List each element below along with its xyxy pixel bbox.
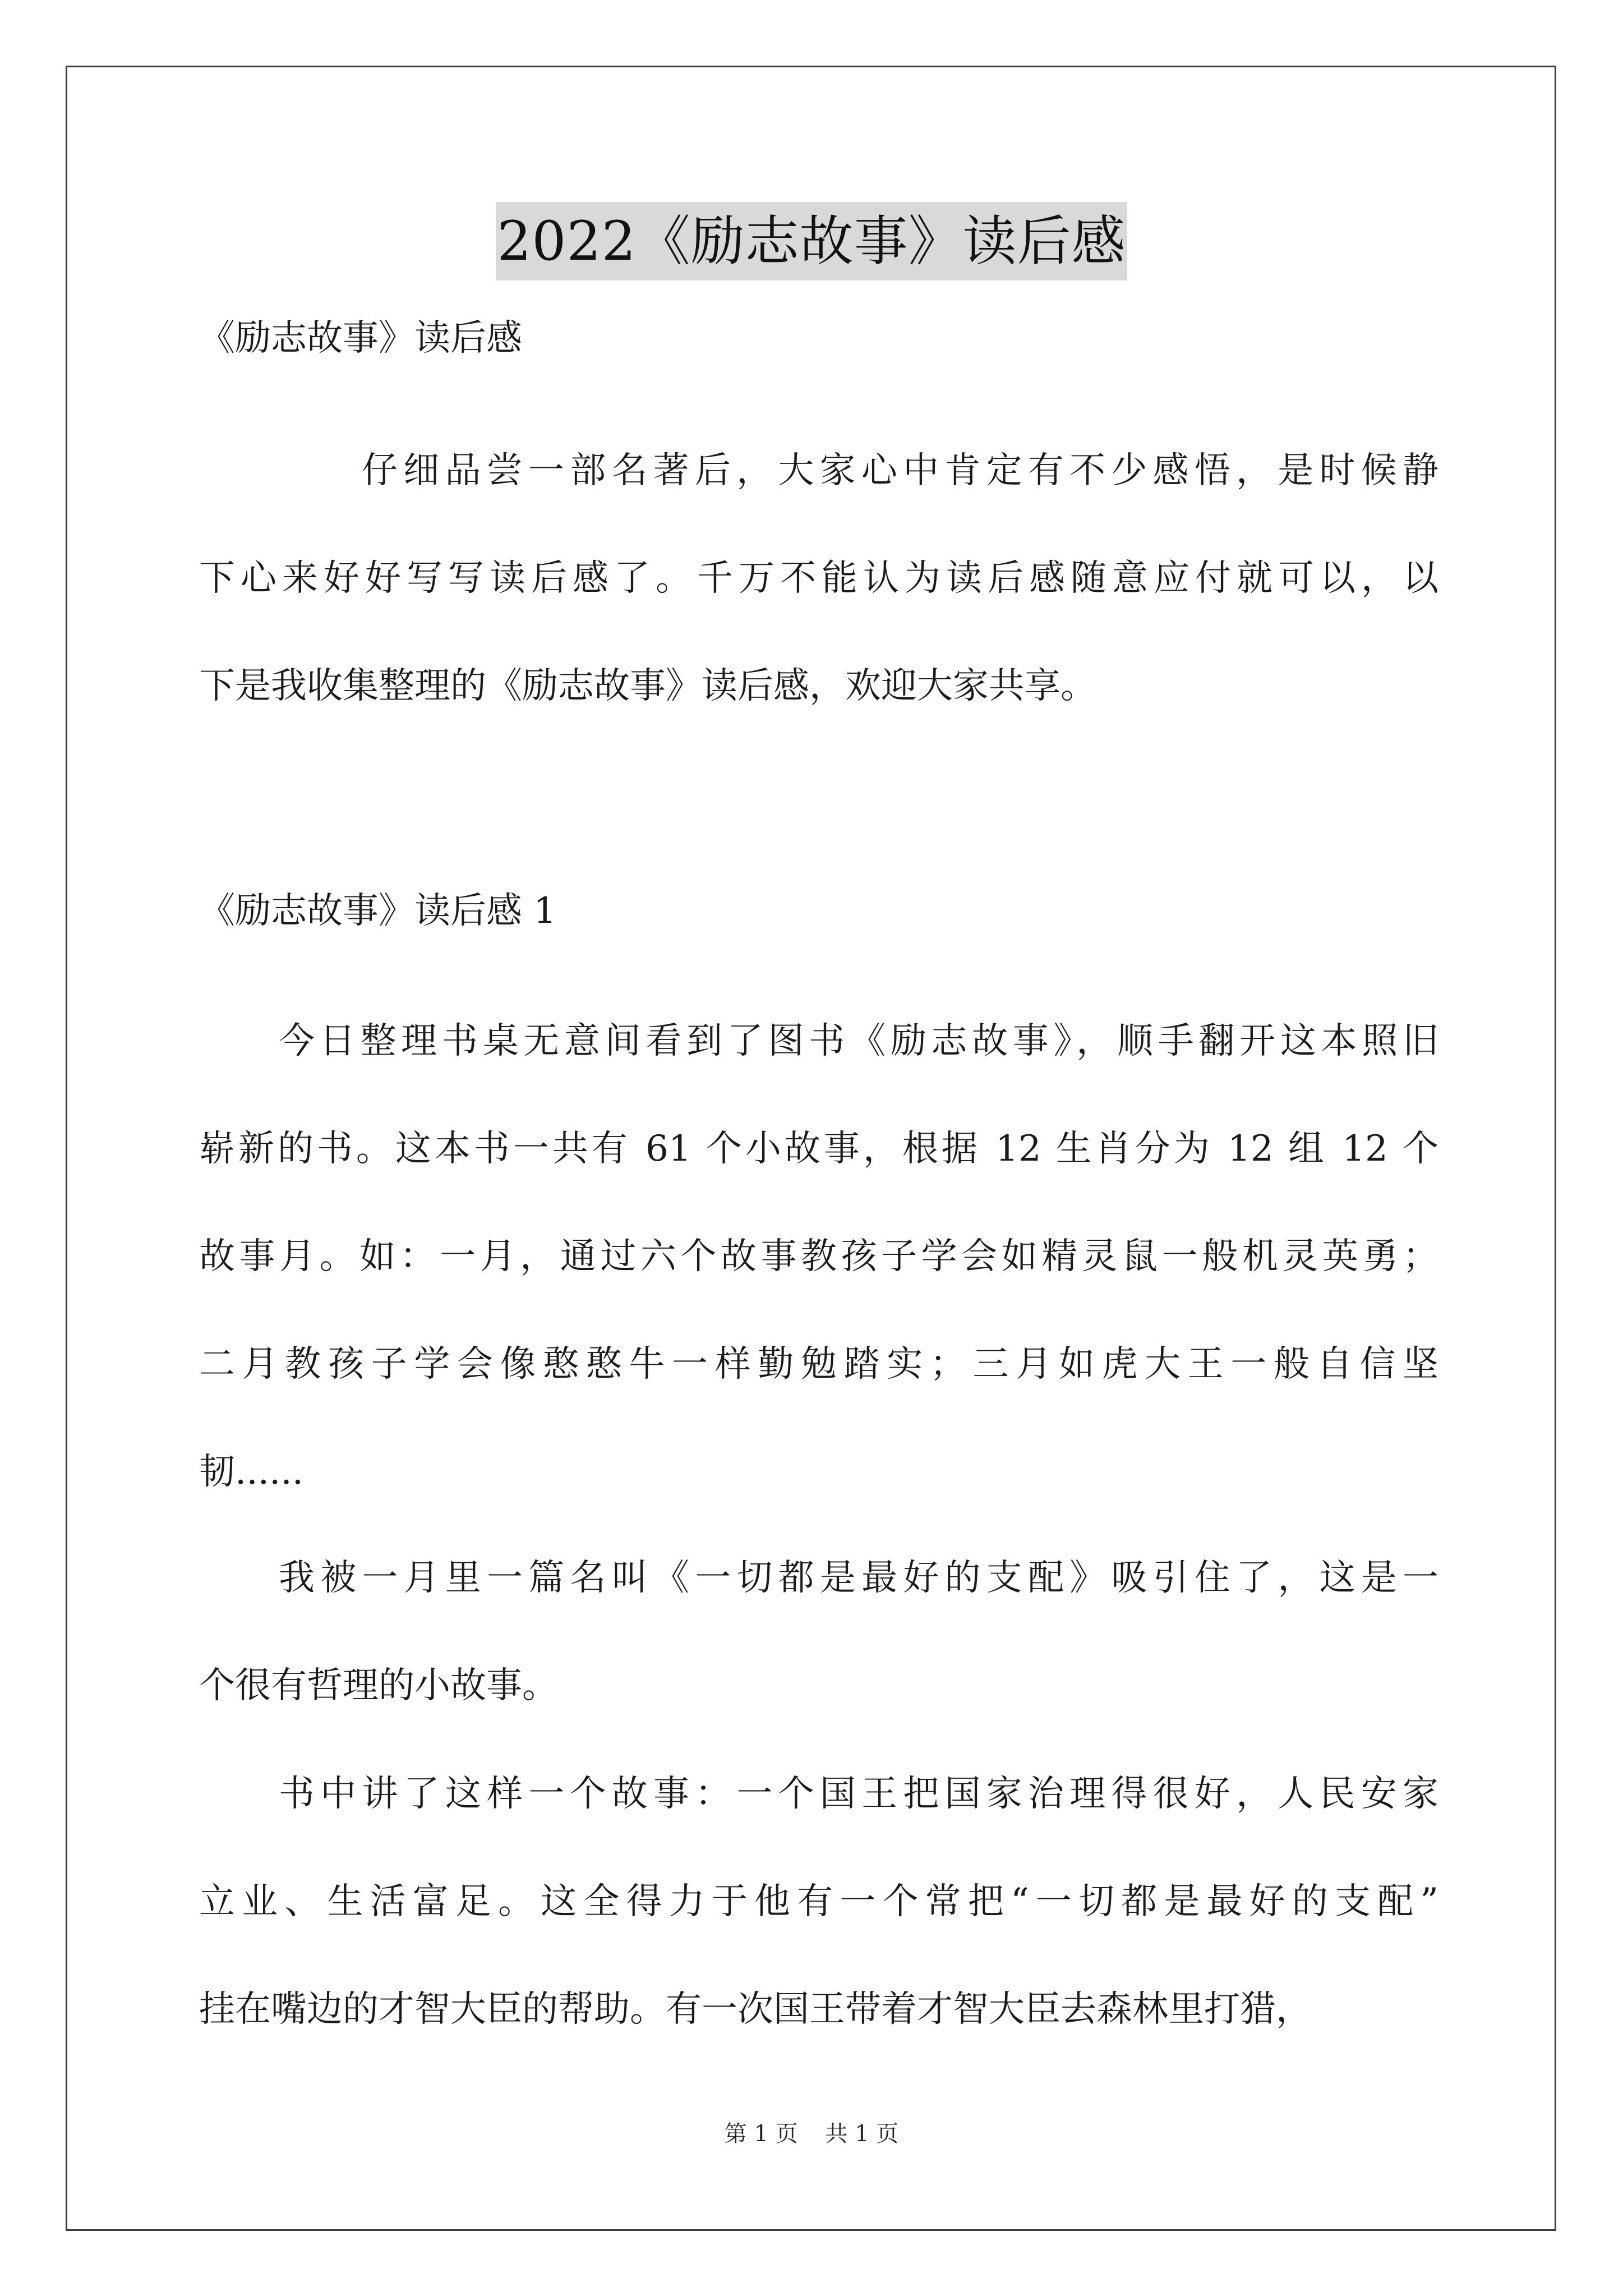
paragraph-line: 书中讲了这样一个故事：一个国王把国家治理得很好，人民安家 [279,1773,1438,1815]
paragraph-line: 我被一月里一篇名叫《一切都是最好的支配》吸引住了，这是一 [279,1557,1438,1599]
title-container [0,202,1623,280]
paragraph-line: 二月教孩子学会像憨憨牛一样勤勉踏实；三月如虎大王一般自信坚 [199,1343,1438,1385]
paragraph-line: 挂在嘴边的才智大臣的帮助。有一次国王带着才智大臣去森林里打猎， [199,1989,1312,2030]
intro-line: 下是我收集整理的《励志故事》读后感，欢迎大家共享。 [199,665,1096,707]
intro-paragraph [199,417,1438,740]
paragraph-line: 立业、生活富足。这全得力于他有一个常把“一切都是最好的支配” [199,1881,1438,1922]
paragraph-line: 崭新的书。这本书一共有 61 个小故事，根据 12 生肖分为 12 组 12 个 [199,1128,1438,1170]
document-subtitle: 《励志故事》读后感 [199,318,522,359]
document-title: 2022《励志故事》读后感 [496,202,1127,280]
paragraph-1 [199,987,1438,1526]
paragraph-line: 今日整理书桌无意间看到了图书《励志故事》，顺手翻开这本照旧 [279,1020,1438,1062]
intro-line: 仔细品尝一部名著后，大家心中肯定有不少感悟，是时候静 [362,450,1438,491]
intro-line: 下心来好好写写读后感了。千万不能认为读后感随意应付就可以，以 [199,558,1438,599]
paragraph-line: 故事月。如：一月，通过六个故事教孩子学会如精灵鼠一般机灵英勇； [199,1236,1438,1277]
paragraph-line: 韧...... [199,1451,304,1493]
section-heading: 《励志故事》读后感 1 [199,890,557,932]
page-footer [0,2116,1623,2148]
page-number: 第 1 页 [724,2121,798,2147]
paragraph-line: 个很有哲理的小故事。 [199,1665,558,1706]
paragraph-2 [199,1524,1438,1740]
page-total: 共 1 页 [825,2121,899,2147]
paragraph-3 [199,1740,1438,2063]
